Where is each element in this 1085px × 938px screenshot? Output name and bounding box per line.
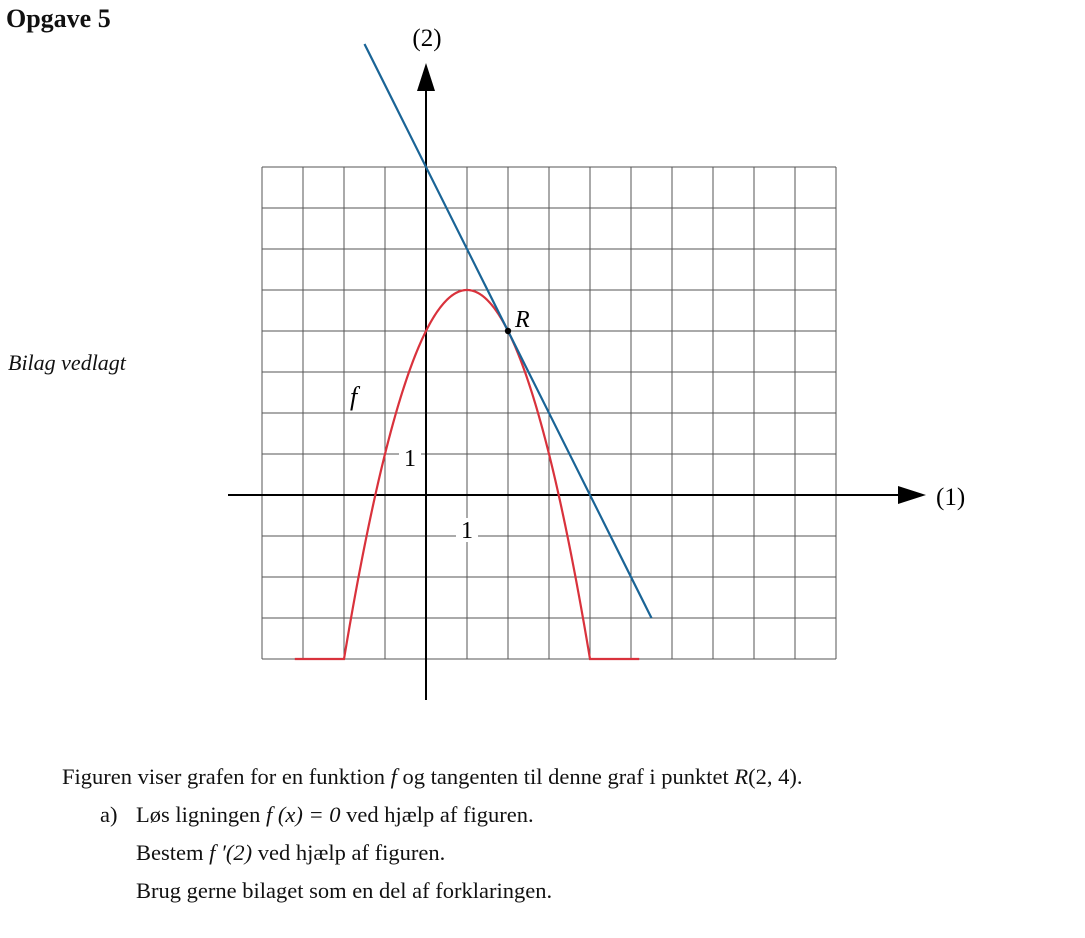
x-axis-arrow (898, 486, 926, 504)
intro-r: R (734, 764, 749, 789)
graph-curves (295, 44, 652, 659)
task-a-line1-pre: Løs ligningen (136, 802, 266, 827)
task-a-line2-expr: f ′(2) (209, 840, 253, 865)
task-a-line1-expr: f (x) = 0 (266, 802, 341, 827)
intro-coords: (2, 4). (748, 764, 803, 789)
x-tick-label: 1 (461, 518, 473, 544)
function-label: f (350, 382, 358, 411)
attachment-note: Bilag vedlagt (8, 350, 126, 375)
x-axis-label: (1) (936, 484, 966, 511)
task-a-label: a) (100, 802, 118, 827)
intro-f: f (390, 764, 397, 789)
y-axis-label: (2) (412, 25, 442, 52)
intro-sentence (62, 758, 802, 796)
task-a (100, 796, 802, 910)
exercise-heading: Opgave 5 (6, 4, 111, 33)
task-a-line1-post: ved hjælp af figuren. (340, 802, 534, 827)
task-a-line2-pre: Bestem (136, 840, 210, 865)
task-a-line2-post: ved hjælp af figuren. (252, 840, 446, 865)
point-label: R (515, 307, 530, 333)
intro-mid: og tangenten til denne graf i punktet (396, 764, 735, 789)
y-axis-arrow (417, 63, 435, 91)
task-a-line3: Brug gerne bilaget som en del af forklaringen. (136, 878, 553, 903)
intro-pre: Figuren viser grafen for en funktion (62, 764, 391, 789)
coordinate-axes (228, 63, 926, 700)
exercise-text (62, 758, 802, 910)
point-r (505, 328, 511, 334)
y-tick-label: 1 (404, 446, 416, 472)
task-a-line2 (100, 834, 802, 872)
